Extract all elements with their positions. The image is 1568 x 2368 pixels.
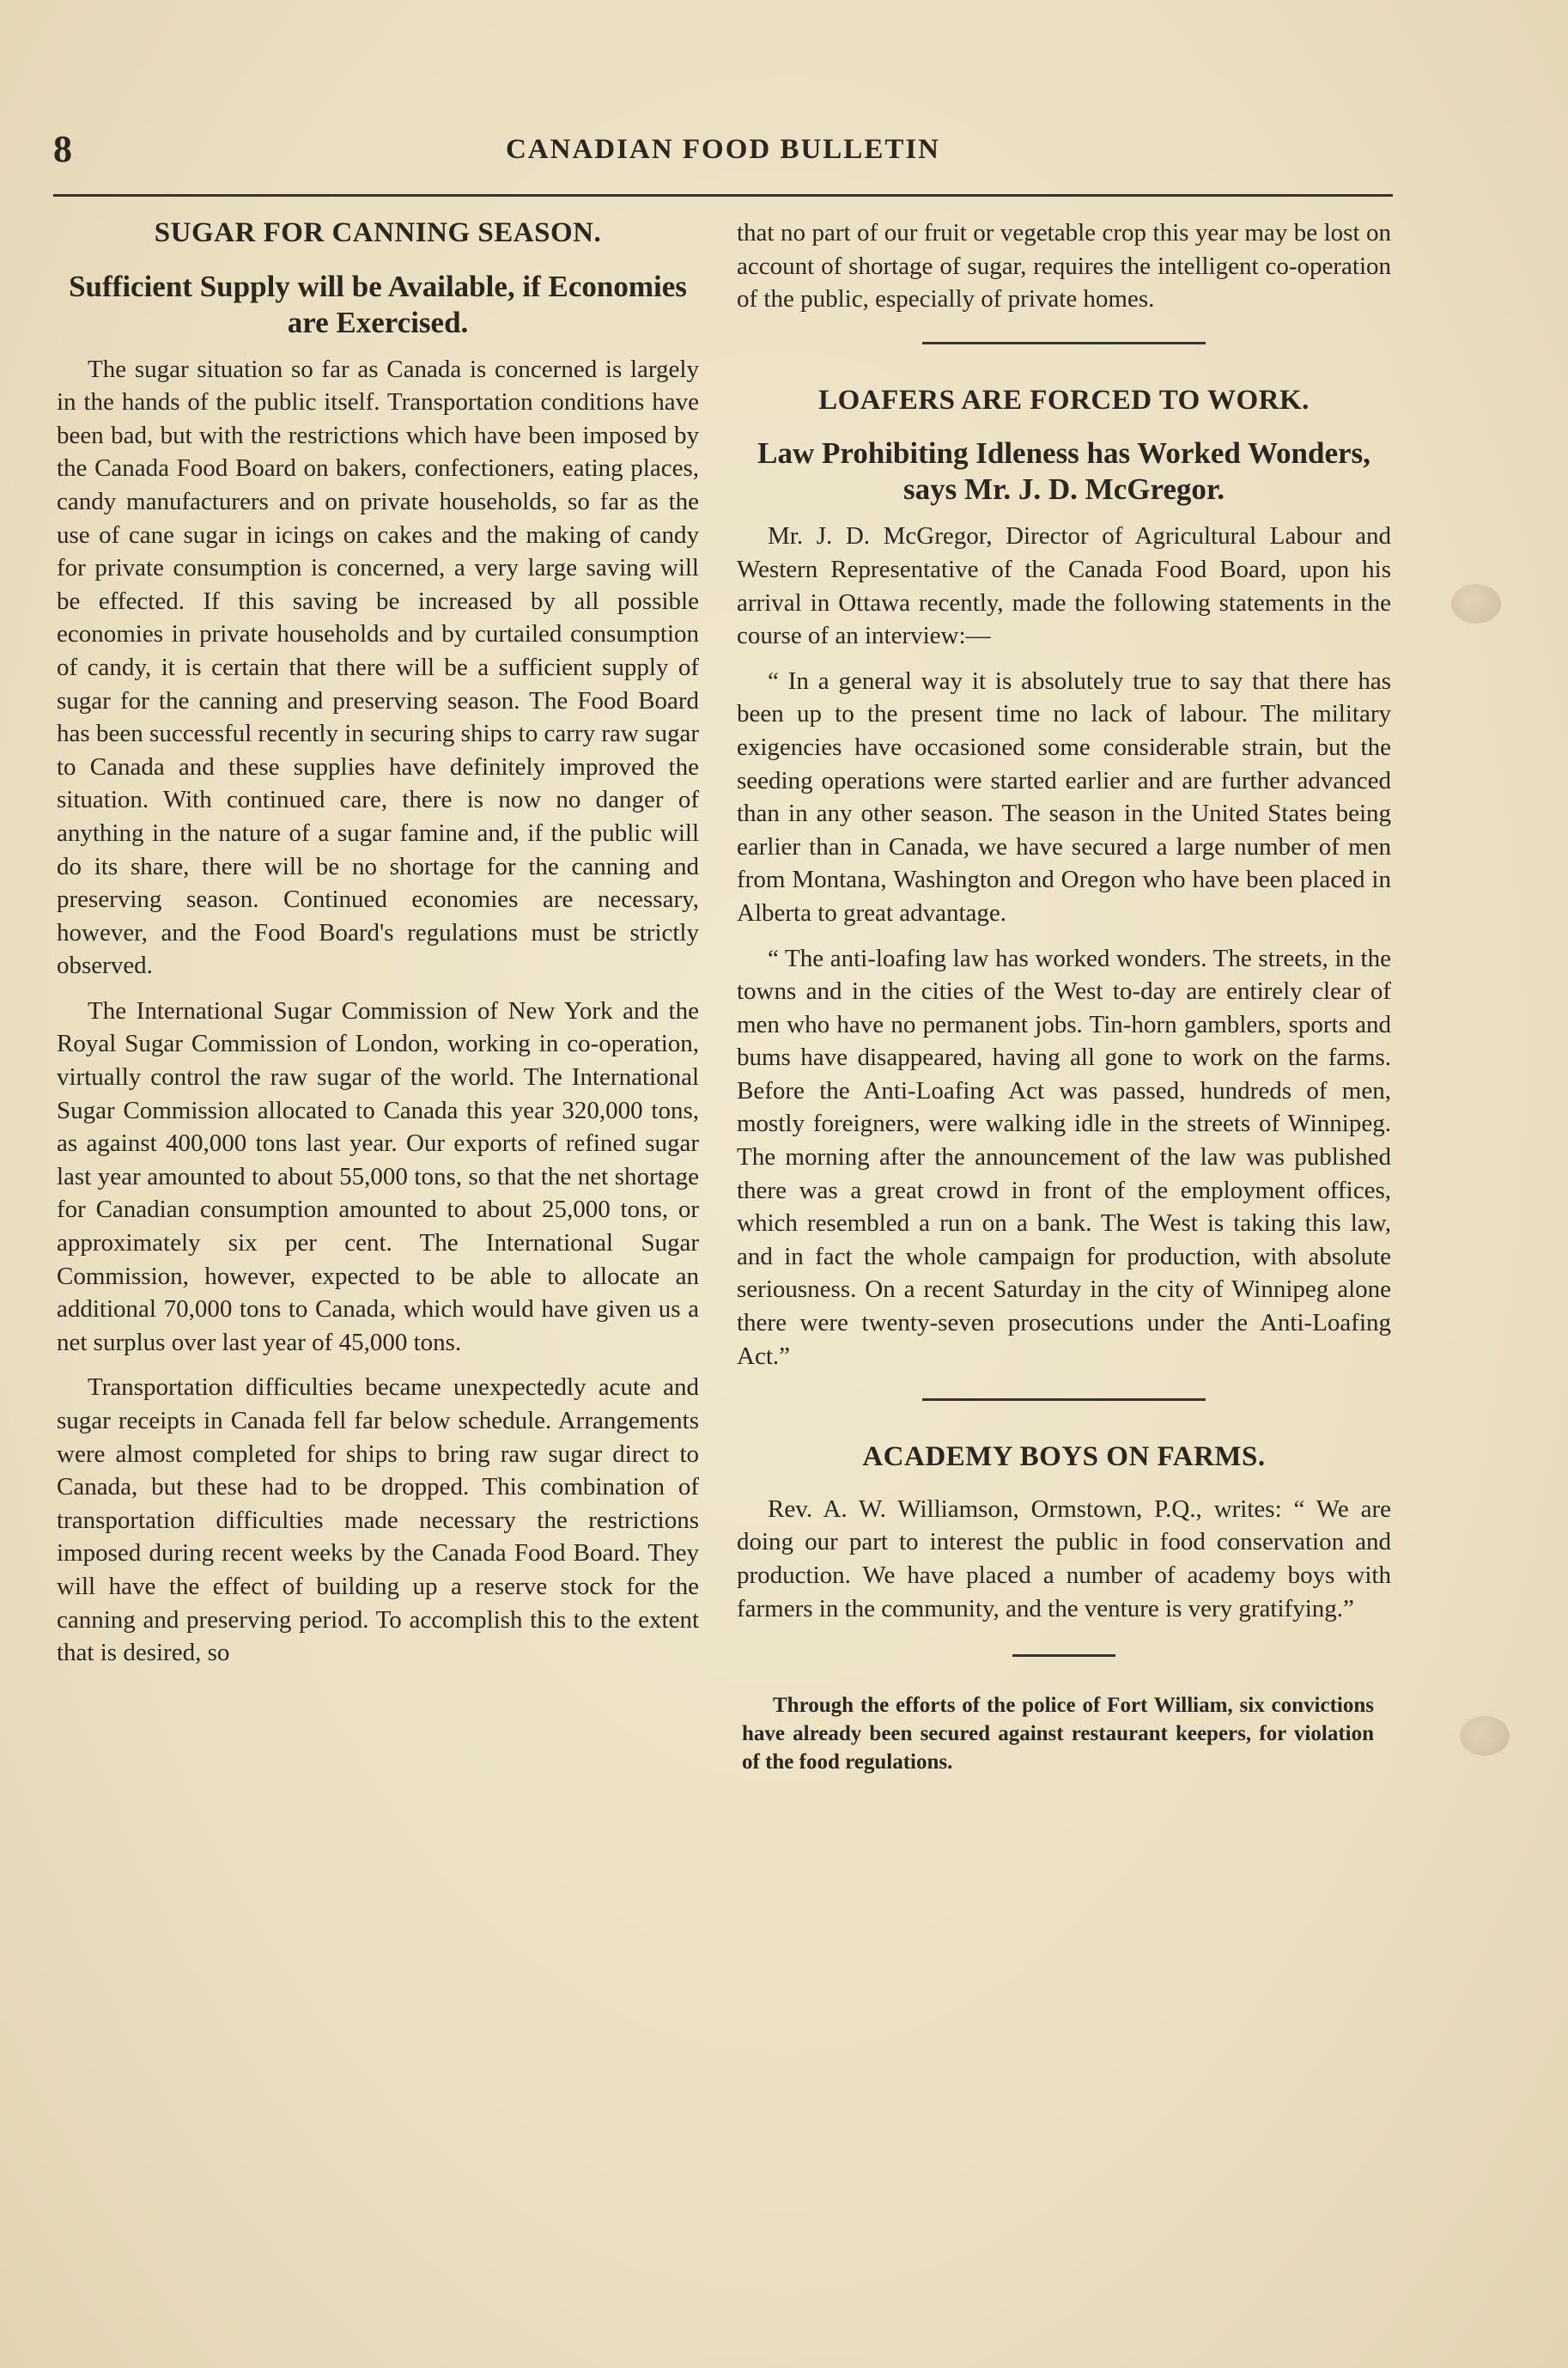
right-column: [737, 216, 1391, 1788]
binding-hole-mark: [1451, 584, 1501, 624]
article-paragraph: The sugar situation so far as Canada is concerned is largely in the hands of the public itself. Transportation conditions have been bad, but with the restrictions which have been imposed by the Canada Food Board on bakers, confectioners, eating places, candy manufacturers and on private households, so far as the use of cane sugar in icings on cakes and the making of candy for private consumption is concerned, a very large saving will be effected. If this saving be increased by all possible economies in private households and by curtailed consumption of candy, it is certain that there will be a sufficient supply of sugar for the canning and preserving season. The Food Board has been successful recently in securing ships to carry raw sugar to Canada and these supplies have definitely improved the situation. With continued care, there is now no danger of anything in the nature of a sugar famine and, if the public will do its share, there will be no shortage for the canning and preserving season. Continued economies are necessary, however, and the Food Board's regulations must be strictly observed.: [57, 355, 699, 980]
article-paragraph: Mr. J. D. McGregor, Director of Agricultural Labour and Western Representative of the Canada Food Board, upon his arrival in Ottawa recently, made the following statements in the course of an interview:—: [737, 522, 1391, 650]
article-paragraph: “ The anti-loafing law has worked wonders. The streets, in the towns and in the cities of the West to-day are entirely clear of men who have no permanent jobs. Tin-horn gamblers, sports and bums have disappeared, having all gone to work on the farms. Before the Anti-Loafing Act was passed, hundreds of men, mostly foreigners, were walking idle in the streets of Winnipeg. The morning after the announcement of the law was published there was a great crowd in front of the employment offices, which resembled a run on a bank. The West is taking this law, and in fact the whole campaign for production, with absolute seriousness. On a recent Saturday in the city of Winnipeg alone there were twenty-seven prosecutions under the Anti-Loafing Act.”: [737, 944, 1391, 1370]
article-paragraph: Rev. A. W. Williamson, Ormstown, P.Q., writes: “ We are doing our part to interest the public in food conservation and production. We have placed a number of academy boys with farmers in the community, and the venture is very gratifying.”: [737, 1494, 1391, 1622]
binding-hole-mark: [1460, 1716, 1510, 1756]
article-title-academy: ACADEMY BOYS ON FARMS.: [862, 1441, 1266, 1473]
article-subtitle-loafers: Law Prohibiting Idleness has Worked Wonders, says Mr. J. D. McGregor.: [757, 436, 1370, 507]
article-title-loafers: LOAFERS ARE FORCED TO WORK.: [818, 384, 1310, 416]
article-paragraph: Transportation difficulties became unexpectedly acute and sugar receipts in Canada fell far below schedule. Arrangements were almost completed for ships to bring raw sugar direct to Canada, but these had to be dropped. This combination of transportation difficulties made necessary the restrictions imposed during recent weeks by the Canada Food Board. They will have the effect of building up a reserve stock for the canning and preserving period. To accomplish this to the extent that is desired, so: [57, 1373, 699, 1667]
section-divider: [922, 1398, 1206, 1401]
article-title-sugar: SUGAR FOR CANNING SEASON.: [154, 217, 602, 248]
footnote: Through the efforts of the police of Fort William, six convictions have already been secured against restaurant keepers, for violation of the food regulations.: [742, 1694, 1374, 1774]
article-paragraph: The International Sugar Commission of New York and the Royal Sugar Commission of London, working in co-operation, virtually control the raw sugar of the world. The International Sugar Commission allocated to Canada this year 320,000 tons, as against 400,000 tons last year. Our exports of refined sugar last year amounted to about 55,000 tons, so that the net shortage for Canadian consumption amounted to about 25,000 tons, or approximately six per cent. The International Sugar Commission, however, expected to be able to allocate an additional 70,000 tons to Canada, which would have given us a net surplus over last year of 45,000 tons.: [57, 996, 699, 1356]
publication-title: CANADIAN FOOD BULLETIN: [505, 134, 941, 165]
left-column: [57, 216, 699, 1682]
article-continuation: that no part of our fruit or vegetable crop this year may be lost on account of shortage of sugar, requires the intelligent co-operation of the public, especially of private homes.: [737, 219, 1391, 314]
article-paragraph: “ In a general way it is absolutely true to say that there has been up to the present time no lack of labour. The military exigencies have occasioned some considerable strain, but the seeding operations were started earlier and are further advanced than in any other season. The season in the United States being earlier than in Canada, we have secured a large number of men from Montana, Washington and Oregon who have been placed in Alberta to great advantage.: [737, 667, 1391, 927]
page-number: 8: [53, 128, 72, 170]
page-header: [53, 127, 1393, 179]
header-divider: [53, 194, 1393, 197]
article-subtitle-sugar: Sufficient Supply will be Available, if Economies are Exercised.: [69, 269, 687, 339]
section-divider: [1012, 1654, 1115, 1657]
section-divider: [922, 342, 1206, 344]
